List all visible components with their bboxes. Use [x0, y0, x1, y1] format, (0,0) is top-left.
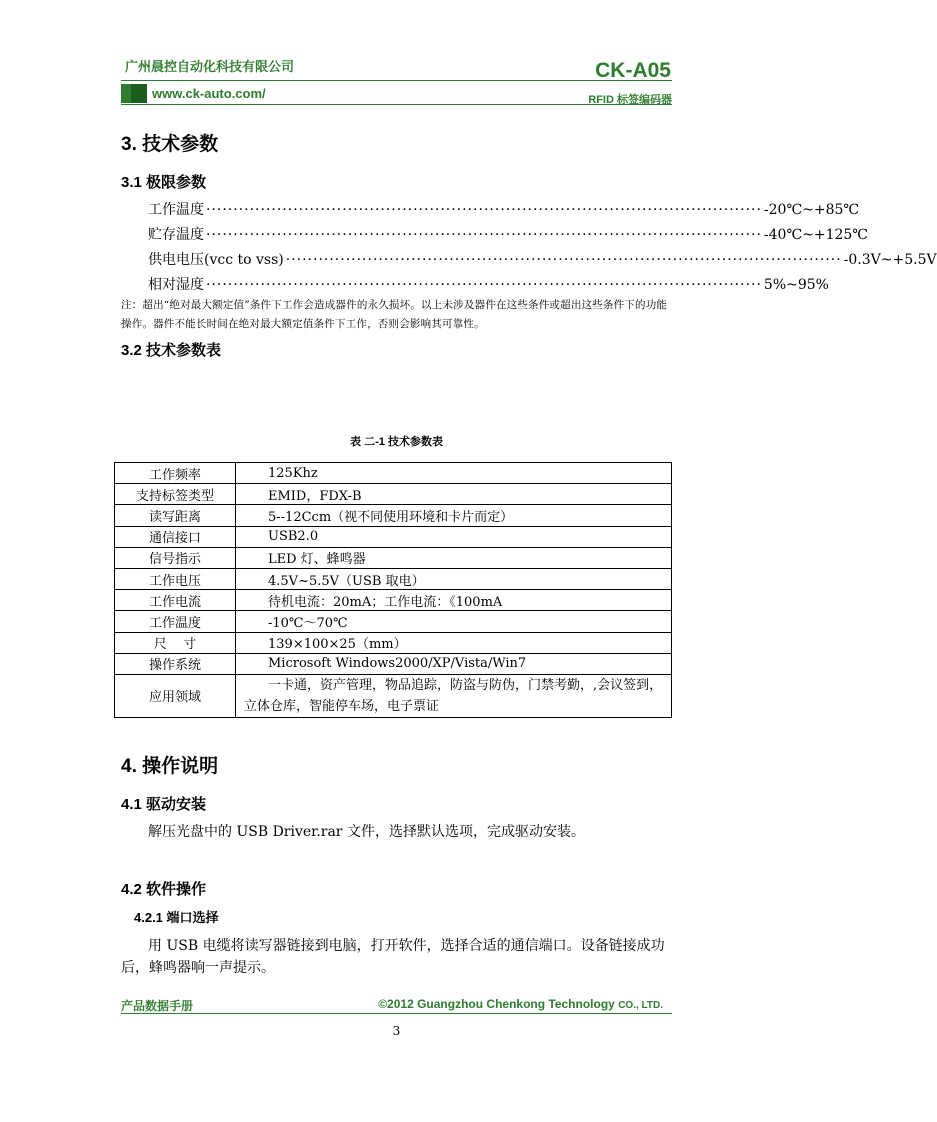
footer-divider	[121, 1013, 672, 1014]
params-table	[114, 462, 672, 718]
param-value: 一卡通，资产管理，物品追踪，防盗与防伪，门禁考勤，,会议签到，立体仓库，智能停车场，电子票证	[236, 674, 672, 717]
param-key: 应用领域	[115, 674, 236, 717]
leader-dots: ······································································································	[206, 202, 762, 218]
section-3-2-title: 3.2 技术参数表	[121, 342, 222, 359]
table-row	[115, 632, 672, 653]
footer-title: 产品数据手册	[121, 999, 194, 1013]
table-row	[115, 484, 672, 505]
param-value: 4.5V~5.5V（USB 取电）	[236, 568, 672, 589]
header-divider	[121, 80, 672, 81]
table-row	[115, 568, 672, 589]
product-name: RFID 标签编码器	[588, 94, 672, 106]
leader-dots: ······································································································	[206, 277, 762, 293]
limit-row	[148, 274, 829, 294]
table-row	[115, 611, 672, 632]
limit-note: 注：超出“绝对最大额定值”条件下工作会造成器件的永久损坏。以上未涉及器件在这些条件或超出这些条件下的功能操作。器件不能长时间在绝对最大额定值条件下工作，否则会影响其可靠性。	[121, 299, 668, 330]
param-value: Microsoft Windows2000/XP/Vista/Win7	[236, 653, 672, 674]
table-row	[115, 674, 672, 717]
table-row	[115, 526, 672, 547]
copyright-main: ©2012 Guangzhou Chenkong Technology	[378, 997, 619, 1011]
table-row	[115, 590, 672, 611]
section-3-1-title: 3.1 极限参数	[121, 174, 207, 191]
page-number: 3	[392, 1024, 401, 1038]
param-key: 工作电压	[115, 568, 236, 589]
limit-row	[148, 199, 860, 219]
param-key: 工作频率	[115, 463, 236, 484]
table-row	[115, 547, 672, 568]
driver-install-text: 解压光盘中的 USB Driver.rar 文件，选择默认选项，完成驱动安装。	[148, 824, 585, 840]
limit-row	[148, 249, 937, 269]
param-key: 尺 寸	[115, 632, 236, 653]
limit-label: 贮存温度	[148, 227, 204, 243]
section-4-2-1-title: 4.2.1 端口选择	[134, 910, 219, 925]
table-row	[115, 653, 672, 674]
section-4-1-title: 4.1 驱动安装	[121, 796, 207, 813]
limit-row	[148, 224, 868, 244]
website-link[interactable]: www.ck-auto.com/	[152, 86, 266, 101]
param-value: 125Khz	[236, 463, 672, 484]
param-key: 工作温度	[115, 611, 236, 632]
model-number: CK-A05	[595, 59, 671, 82]
leader-dots: ······································································································	[285, 252, 842, 268]
limit-label: 供电电压(vcc to vss)	[148, 252, 284, 268]
param-key: 工作电流	[115, 590, 236, 611]
limit-value: 5%~95%	[763, 277, 829, 293]
table-caption: 表 二-1 技术参数表	[350, 436, 443, 448]
limit-value: -40℃~+125℃	[763, 227, 868, 243]
param-value: 待机电流：20mA；工作电流：《100mA	[236, 590, 672, 611]
company-name: 广州晨控自动化科技有限公司	[125, 59, 295, 74]
param-value: 5--12Ccm（视不同使用环境和卡片而定）	[236, 505, 672, 526]
header-band-logo-dark	[131, 84, 147, 103]
section-4-2-title: 4.2 软件操作	[121, 881, 207, 898]
leader-dots: ······································································································	[206, 227, 762, 243]
param-value: LED 灯、蜂鸣器	[236, 547, 672, 568]
param-key: 操作系统	[115, 653, 236, 674]
param-key: 支持标签类型	[115, 484, 236, 505]
param-value: EMID，FDX-B	[236, 484, 672, 505]
limit-label: 相对湿度	[148, 277, 204, 293]
table-row	[115, 463, 672, 484]
param-value: USB2.0	[236, 526, 672, 547]
table-row	[115, 505, 672, 526]
header-divider-bottom	[121, 104, 672, 105]
section-4-title: 4. 操作说明	[121, 756, 219, 777]
copyright-tail: CO., LTD.	[618, 1000, 663, 1011]
limit-label: 工作温度	[148, 202, 204, 218]
limit-value: -0.3V~+5.5V	[843, 252, 937, 268]
footer-copyright	[378, 997, 663, 1011]
param-key: 读写距离	[115, 505, 236, 526]
port-select-text: 用 USB 电缆将读写器链接到电脑，打开软件，选择合适的通信端口。设备链接成功后，蜂鸣器响一声提示。	[121, 938, 665, 976]
param-value: -10℃～70℃	[236, 611, 672, 632]
limit-value: -20℃~+85℃	[763, 202, 860, 218]
section-3-title: 3. 技术参数	[121, 134, 219, 155]
param-value: 139×100×25（mm）	[236, 632, 672, 653]
param-key: 信号指示	[115, 547, 236, 568]
param-key: 通信接口	[115, 526, 236, 547]
